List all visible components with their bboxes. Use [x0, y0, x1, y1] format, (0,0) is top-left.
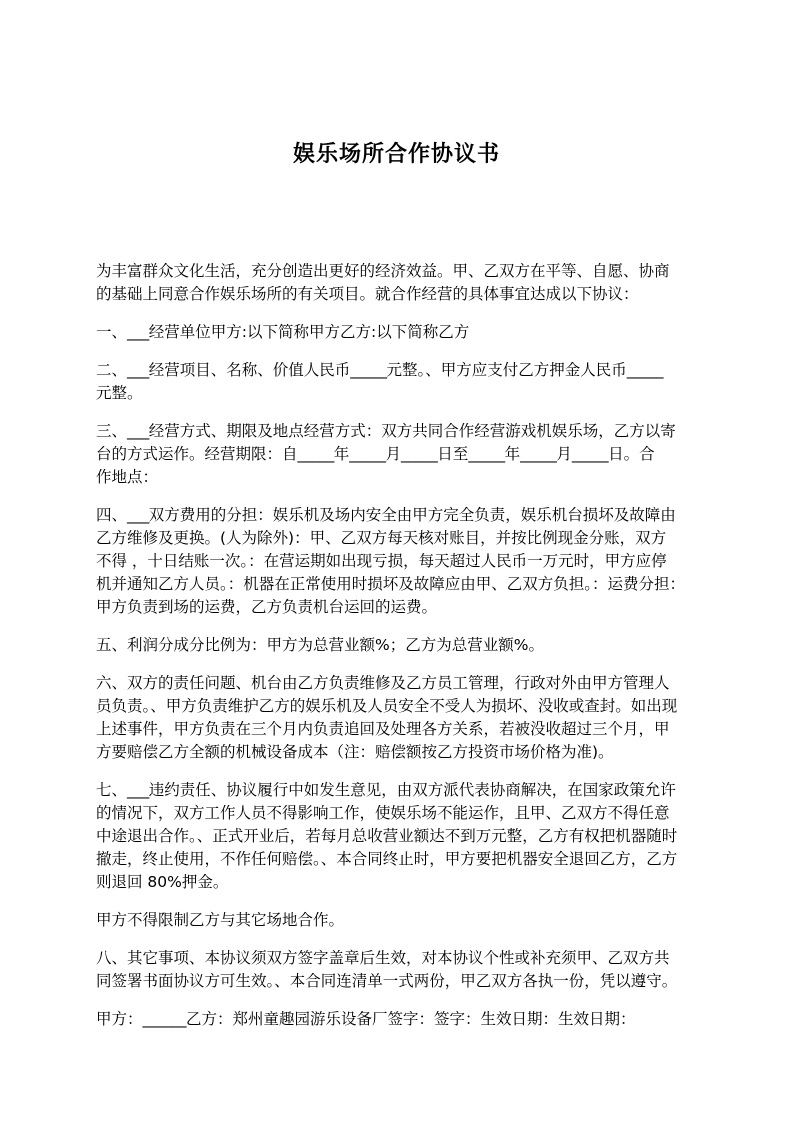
paragraph — [96, 947, 701, 993]
text-line — [96, 260, 701, 283]
text-segment: 五、利润分成分比例为：甲方为总营业额%；乙方为总营业额%。 — [96, 636, 544, 654]
text-segment: 中途退出合作。、正式开业后，若每月总收营业额达不到万元整，乙方有权把机器随时 — [96, 827, 678, 845]
text-segment: 员负责。、甲方负责维护乙方的娱乐机及人员安全不受人为损坏、没收或查封。如出现 — [96, 697, 678, 715]
text-segment: 作地点： — [96, 468, 159, 486]
text-line — [96, 321, 701, 344]
text-segment: 甲方不得限制乙方与其它场地合作。 — [96, 911, 345, 929]
text-segment: 经营项目、名称、价值人民币 — [148, 361, 351, 379]
text-line — [96, 550, 701, 573]
text-segment: 上述事件，甲方负责在三个月内负责追回及处理各方关系，若被没收超过三个月，甲 — [96, 720, 670, 738]
text-segment: 乙方：郑州童趣园游乐设备厂签字：签字：生效日期：生效日期： — [186, 1010, 636, 1028]
fill-in-blank[interactable]: ______ — [142, 1010, 187, 1028]
text-segment: 元整。 — [96, 384, 143, 402]
text-segment: 月 — [556, 445, 572, 463]
paragraph — [96, 1008, 701, 1031]
text-line — [96, 871, 701, 894]
fill-in-blank[interactable]: _____ — [350, 361, 387, 379]
fill-in-blank[interactable]: ___ — [127, 506, 149, 524]
text-segment: 甲方负责到场的运费，乙方负责机台运回的运费。 — [96, 598, 438, 616]
paragraph — [96, 779, 701, 894]
text-segment: 同签署书面协议方可生效。、本合同连清单一式两份，甲乙双方各执一份，凭以遵守。 — [96, 972, 678, 990]
text-segment: 六、双方的责任问题、机台由乙方负责维修及乙方员工管理，行政对外由甲方管理人 — [96, 674, 670, 692]
text-line — [96, 695, 701, 718]
text-line — [96, 1008, 701, 1031]
text-line — [96, 359, 701, 382]
text-segment: 八、其它事项、本协议须双方签字盖章后生效，对本协议个性或补充须甲、乙双方共 — [96, 949, 670, 967]
paragraph — [96, 260, 701, 306]
text-segment: 为丰富群众文化生活，充分创造出更好的经济效益。甲、乙双方在平等、自愿、协商 — [96, 262, 670, 280]
text-segment: 元整。、甲方应支付乙方押金人民币 — [386, 361, 627, 379]
text-segment: 年 — [333, 445, 350, 463]
text-segment: 的情况下，双方工作人员不得影响工作，使娱乐场不能运作，且甲、乙双方不得任意 — [96, 804, 670, 822]
fill-in-blank[interactable]: _____ — [520, 445, 557, 463]
text-line — [96, 443, 701, 466]
text-segment: 七、 — [96, 781, 128, 799]
paragraph — [96, 909, 701, 932]
text-line — [96, 634, 701, 657]
text-segment: 双方费用的分担：娱乐机及场内安全由甲方完全负责，娱乐机台损坏及故障由 — [148, 506, 676, 524]
text-segment: 乙方维修及更换。(人为除外)：甲、乙双方每天核对账目，并按比例现金分账，双方 — [96, 529, 667, 547]
paragraph — [96, 634, 701, 657]
text-line — [96, 718, 701, 741]
fill-in-blank[interactable]: _____ — [626, 361, 664, 379]
text-segment: 二、 — [96, 361, 128, 379]
text-segment: 一、 — [96, 323, 128, 341]
text-segment: 经营单位甲方:以下简称甲方乙方:以下简称乙方 — [148, 323, 470, 341]
text-line — [96, 382, 701, 405]
text-line — [96, 802, 701, 825]
text-segment: 三、 — [96, 422, 128, 440]
text-line — [96, 504, 701, 527]
text-segment: 日。合 — [608, 445, 655, 463]
document-title: 娱乐场所合作协议书 — [292, 142, 500, 167]
paragraph — [96, 672, 701, 764]
paragraph — [96, 420, 701, 489]
fill-in-blank[interactable]: _____ — [571, 445, 609, 463]
fill-in-blank[interactable]: ___ — [127, 361, 149, 379]
fill-in-blank[interactable]: _____ — [349, 445, 386, 463]
text-segment: 方要赔偿乙方全额的机械设备成本（注：赔偿额按乙方投资市场价格为准)。 — [96, 743, 614, 761]
text-line — [96, 672, 701, 695]
text-segment: 年 — [504, 445, 521, 463]
text-segment: 四、 — [96, 506, 128, 524]
text-line — [96, 848, 701, 871]
text-segment: 甲方： — [96, 1010, 143, 1028]
text-line — [96, 779, 701, 802]
fill-in-blank[interactable]: _____ — [468, 445, 505, 463]
text-segment: 机并通知乙方人员。：机器在正常使用时损坏及故障应由甲、乙双方负担。：运费分担： — [96, 575, 686, 593]
fill-in-blank[interactable]: _____ — [401, 445, 438, 463]
text-segment: 违约责任、协议履行中如发生意见，由双方派代表协商解决，在国家政策允许 — [148, 781, 676, 799]
fill-in-blank[interactable]: ___ — [127, 323, 149, 341]
text-line — [96, 970, 701, 993]
text-segment: 的基础上同意合作娱乐场所的有关项目。就合作经营的具体事宜达成以下协议： — [96, 285, 639, 303]
text-line — [96, 527, 701, 550]
paragraph — [96, 321, 701, 344]
text-segment: 经营方式、期限及地点经营方式：双方共同合作经营游戏机娱乐场，乙方以寄 — [148, 422, 676, 440]
text-line — [96, 573, 701, 596]
text-line — [96, 909, 701, 932]
text-segment: 台的方式运作。经营期限：自 — [96, 445, 298, 463]
text-segment: 日至 — [437, 445, 469, 463]
text-line — [96, 947, 701, 970]
document-body — [96, 260, 701, 1046]
text-line — [96, 741, 701, 764]
text-segment: 则退回 80%押金。 — [96, 873, 229, 891]
text-line — [96, 825, 701, 848]
text-line — [96, 466, 701, 489]
paragraph — [96, 359, 701, 405]
text-segment: 月 — [385, 445, 402, 463]
fill-in-blank[interactable]: ___ — [127, 781, 149, 799]
text-segment: 撤走，终止使用，不作任何赔偿。、本合同终止时，甲方要把机器安全退回乙方，乙方 — [96, 850, 678, 868]
text-line — [96, 596, 701, 619]
text-segment: 不得 ，十日结账一次。：在营运期如出现亏损，每天超过人民币一万元时，甲方应停 — [96, 552, 667, 570]
text-line — [96, 420, 701, 443]
fill-in-blank[interactable]: ___ — [127, 422, 149, 440]
fill-in-blank[interactable]: _____ — [297, 445, 334, 463]
text-line — [96, 283, 701, 306]
paragraph — [96, 504, 701, 619]
